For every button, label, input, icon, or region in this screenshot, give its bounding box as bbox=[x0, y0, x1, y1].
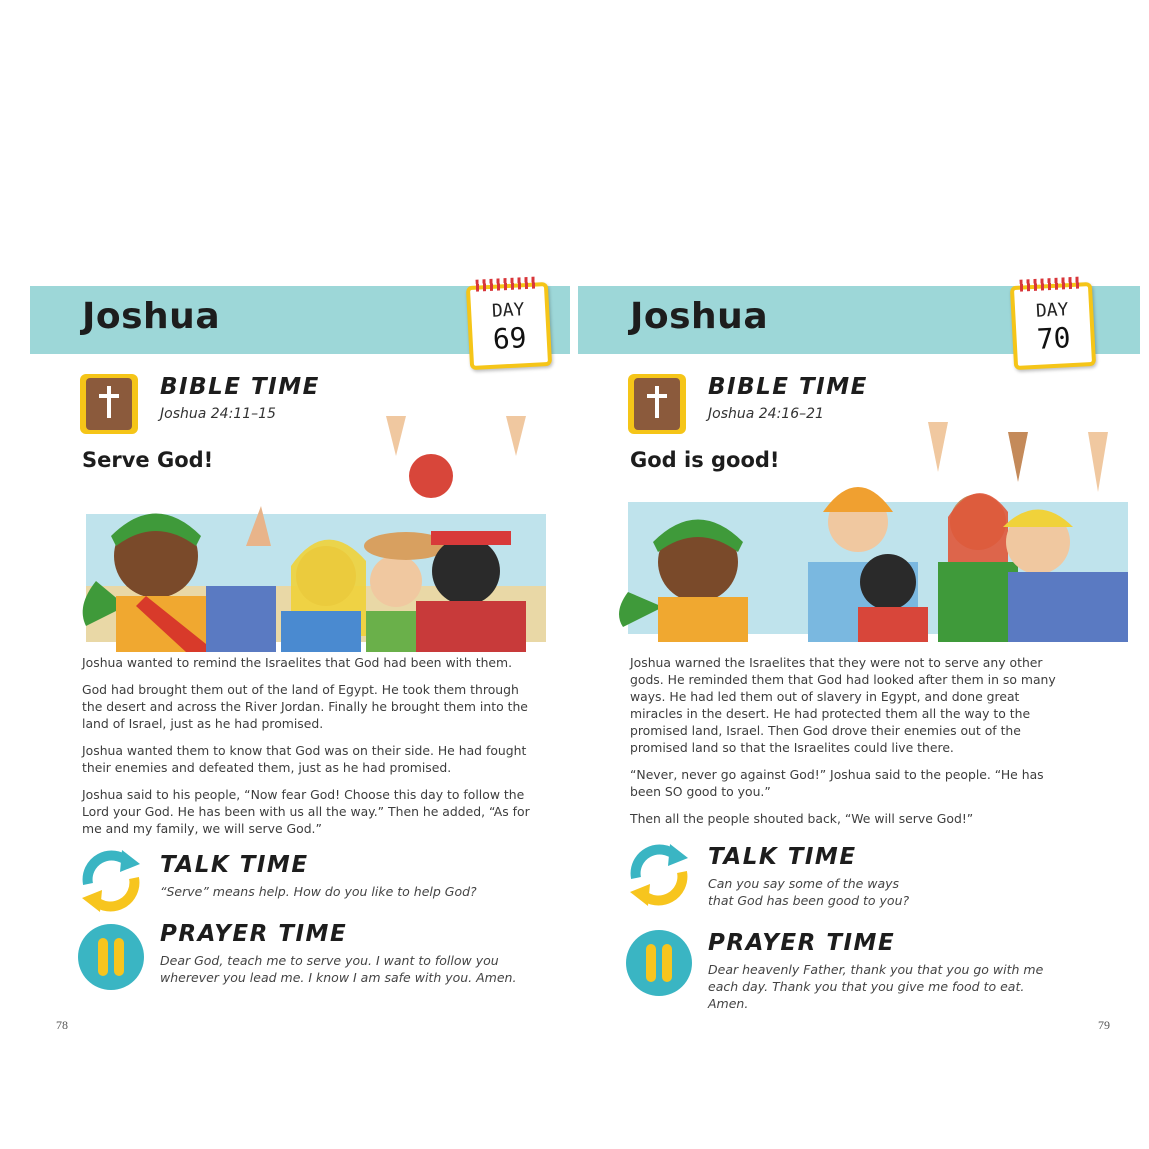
story-text bbox=[82, 654, 542, 847]
story-paragraph: Joshua said to his people, “Now fear God! Choose this day to follow the Lord your God. He has been with us all the way.” Then he added, “As for me and my family, we will serve God.” bbox=[82, 787, 530, 836]
day-label: DAY bbox=[1035, 299, 1069, 322]
praying-hands-icon bbox=[76, 922, 146, 992]
story-paragraph: Joshua wanted to remind the Israelites that God had been with them. bbox=[82, 655, 513, 670]
scripture-reference: Joshua 24:11–15 bbox=[160, 406, 276, 422]
talk-time-line: Can you say some of the ways bbox=[708, 876, 900, 891]
page-number: 78 bbox=[56, 1018, 68, 1032]
prayer-time-text: Dear God, teach me to serve you. I want to follow you wherever you lead me. I know I am safe with you. Amen. bbox=[160, 953, 517, 985]
refresh-arrows-icon bbox=[624, 840, 694, 910]
calendar-icon bbox=[476, 276, 539, 291]
scripture-reference: Joshua 24:16–21 bbox=[708, 406, 824, 422]
left-page bbox=[30, 286, 570, 1046]
day-label: DAY bbox=[491, 299, 525, 322]
talk-time-text: “Serve” means help. How do you like to help God? bbox=[160, 884, 477, 899]
talk-time-line: that God has been good to you? bbox=[708, 893, 910, 908]
page-number: 79 bbox=[1098, 1018, 1110, 1032]
prayer-time-heading: PRAYER TIME bbox=[708, 930, 896, 956]
talk-time-heading: TALK TIME bbox=[160, 852, 309, 878]
story-paragraph: Joshua wanted them to know that God was on their side. He had fought their enemies and defeated them, just as he had promised. bbox=[82, 743, 527, 775]
day-calendar-badge bbox=[466, 282, 552, 370]
prayer-time-heading: PRAYER TIME bbox=[160, 921, 348, 947]
story-illustration bbox=[608, 412, 1148, 642]
prayer-time-line: Amen. bbox=[708, 996, 749, 1011]
day-calendar-badge bbox=[1010, 282, 1096, 370]
bible-time-heading: BIBLE TIME bbox=[708, 374, 868, 400]
right-page bbox=[578, 286, 1140, 1046]
story-paragraph: “Never, never go against God!” Joshua said to the people. “He has been SO good to you.” bbox=[630, 767, 1044, 799]
praying-hands-icon bbox=[624, 928, 694, 998]
story-text bbox=[630, 654, 1070, 837]
prayer-time-line: Dear heavenly Father, thank you that you go with me bbox=[708, 962, 1044, 977]
day-number: 69 bbox=[491, 321, 528, 356]
calendar-icon bbox=[1020, 276, 1083, 291]
story-paragraph: God had brought them out of the land of Egypt. He took them through the desert and across the River Jordan. Finally he brought them into the land of Israel, just as he had promised. bbox=[82, 682, 528, 731]
page-title: Joshua bbox=[82, 296, 221, 337]
bible-time-heading: BIBLE TIME bbox=[160, 374, 320, 400]
story-illustration bbox=[66, 396, 556, 652]
story-paragraph: Joshua warned the Israelites that they were not to serve any other gods. He reminded them that God had looked after them in so many ways. He had led them out of slavery in Egypt, and done great miracles in the desert. He had protected them all the way to the promised land, Israel. Then God drove their enemies out of the promised land so that the Israelites could live there. bbox=[630, 655, 1056, 755]
page-title: Joshua bbox=[630, 296, 769, 337]
talk-time-heading: TALK TIME bbox=[708, 844, 857, 870]
day-number: 70 bbox=[1035, 321, 1072, 356]
story-paragraph: Then all the people shouted back, “We will serve God!” bbox=[630, 811, 974, 826]
refresh-arrows-icon bbox=[76, 846, 146, 916]
prayer-time-line: each day. Thank you that you give me food to eat. bbox=[708, 979, 1025, 994]
story-subtitle: God is good! bbox=[630, 448, 780, 472]
story-subtitle: Serve God! bbox=[82, 448, 214, 472]
